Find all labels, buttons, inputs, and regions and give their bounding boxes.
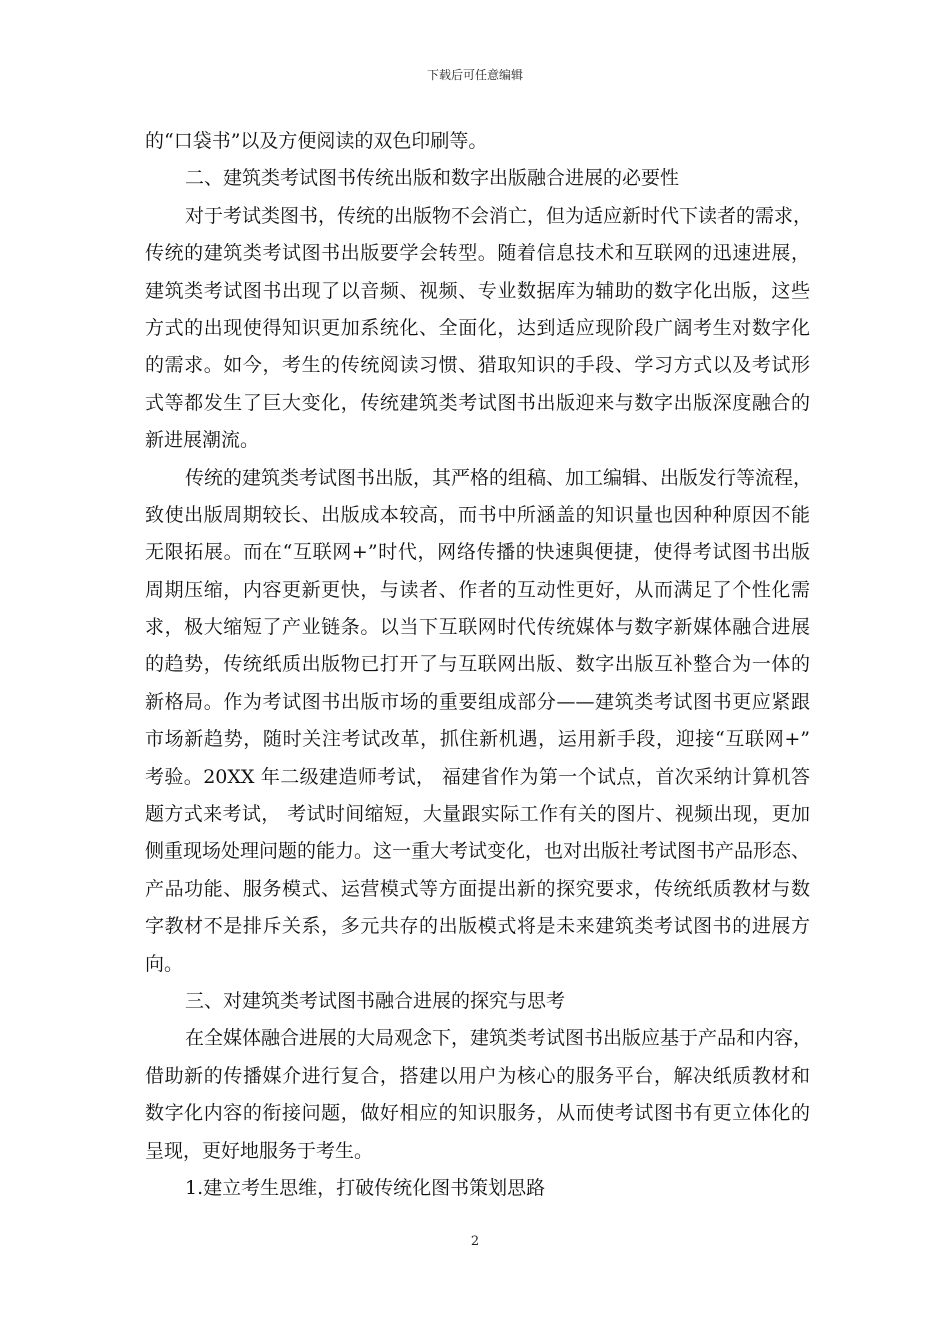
text-line: 式等都发生了巨大变化，传统建筑类考试图书出版迎来与数字出版深度融合的 [145, 391, 810, 414]
document-body [145, 123, 813, 1207]
text-line: 的趋势，传统纸质出版物已打开了与互联网出版、数字出版互补整合为一体的 [145, 653, 810, 676]
text-line: 二、建筑类考试图书传统出版和数字出版融合进展的必要性 [185, 167, 680, 190]
text-line: 对于考试类图书，传统的出版物不会消亡，但为适应新时代下读者的需求， [185, 204, 813, 227]
text-line: 致使出版周期较长、出版成本较高，而书中所涵盖的知识量也因种种原因不能 [145, 503, 810, 526]
text-line: 1.建立考生思维，打破传统化图书策划思路 [185, 1176, 546, 1199]
text-line: 呈现，更好地服务于考生。 [145, 1139, 374, 1162]
text-line: 字教材不是排斥关系，多元共存的出版模式将是未来建筑类考试图书的进展方 [145, 915, 810, 938]
text-line: 传统的建筑类考试图书出版，其严格的组稿、加工编辑、出版发行等流程， [185, 466, 813, 489]
page-header: 下载后可任意编辑 [426, 68, 523, 82]
text-line: 周期压缩，内容更新更快，与读者、作者的互动性更好，从而满足了个性化需 [145, 578, 810, 601]
text-line: 求，极大缩短了产业链条。以当下互联网时代传统媒体与数字新媒体融合进展 [145, 616, 810, 639]
text-line: 侧重现场处理问题的能力。这一重大考试变化，也对出版社考试图书产品形态、 [145, 840, 811, 863]
page-number: 2 [470, 1234, 480, 1249]
text-line: 市场新趋势，随时关注考试改革，抓住新机遇，运用新手段，迎接“互联网+” [145, 728, 810, 751]
text-line: 向。 [145, 952, 184, 975]
text-line: 新格局。作为考试图书出版市场的重要组成部分——建筑类考试图书更应紧跟 [145, 690, 810, 713]
text-line: 无限拓展。而在“互联网+”时代，网络传播的快速與便捷，使得考试图书出版 [145, 541, 810, 564]
text-line: 产品功能、服务模式、运营模式等方面提出新的探究要求，传统纸质教材与数 [145, 877, 810, 900]
text-line: 借助新的传播媒介进行复合，搭建以用户为核心的服务平台，解决纸质教材和 [145, 1064, 810, 1087]
text-line: 三、对建筑类考试图书融合进展的探究与思考 [185, 989, 566, 1012]
text-line: 题方式来考试， 考试时间缩短，大量跟实际工作有关的图片、视频出现，更加 [145, 803, 810, 826]
text-line: 方式的出现使得知识更加系统化、全面化，达到适应现阶段广阔考生对数字化 [145, 316, 810, 339]
text-line: 在全媒体融合进展的大局观念下，建筑类考试图书出版应基于产品和内容， [185, 1027, 813, 1050]
text-line: 新进展潮流。 [145, 429, 260, 452]
text-line: 考验。20XX 年二级建造师考试， 福建省作为第一个试点，首次采纳计算机答 [145, 765, 810, 788]
text-line: 的“口袋书”以及方便阅读的双色印刷等。 [145, 130, 488, 152]
text-line: 建筑类考试图书出现了以音频、视频、专业数据库为辅助的数字化出版，这些 [145, 279, 810, 302]
text-line: 传统的建筑类考试图书出版要学会转型。随着信息技术和互联网的迅速进展， [145, 242, 810, 265]
text-line: 数字化内容的衔接问题，做好相应的知识服务，从而使考试图书有更立体化的 [145, 1102, 810, 1125]
text-line: 的需求。如今，考生的传统阅读习惯、猎取知识的手段、学习方式以及考试形 [145, 354, 810, 377]
